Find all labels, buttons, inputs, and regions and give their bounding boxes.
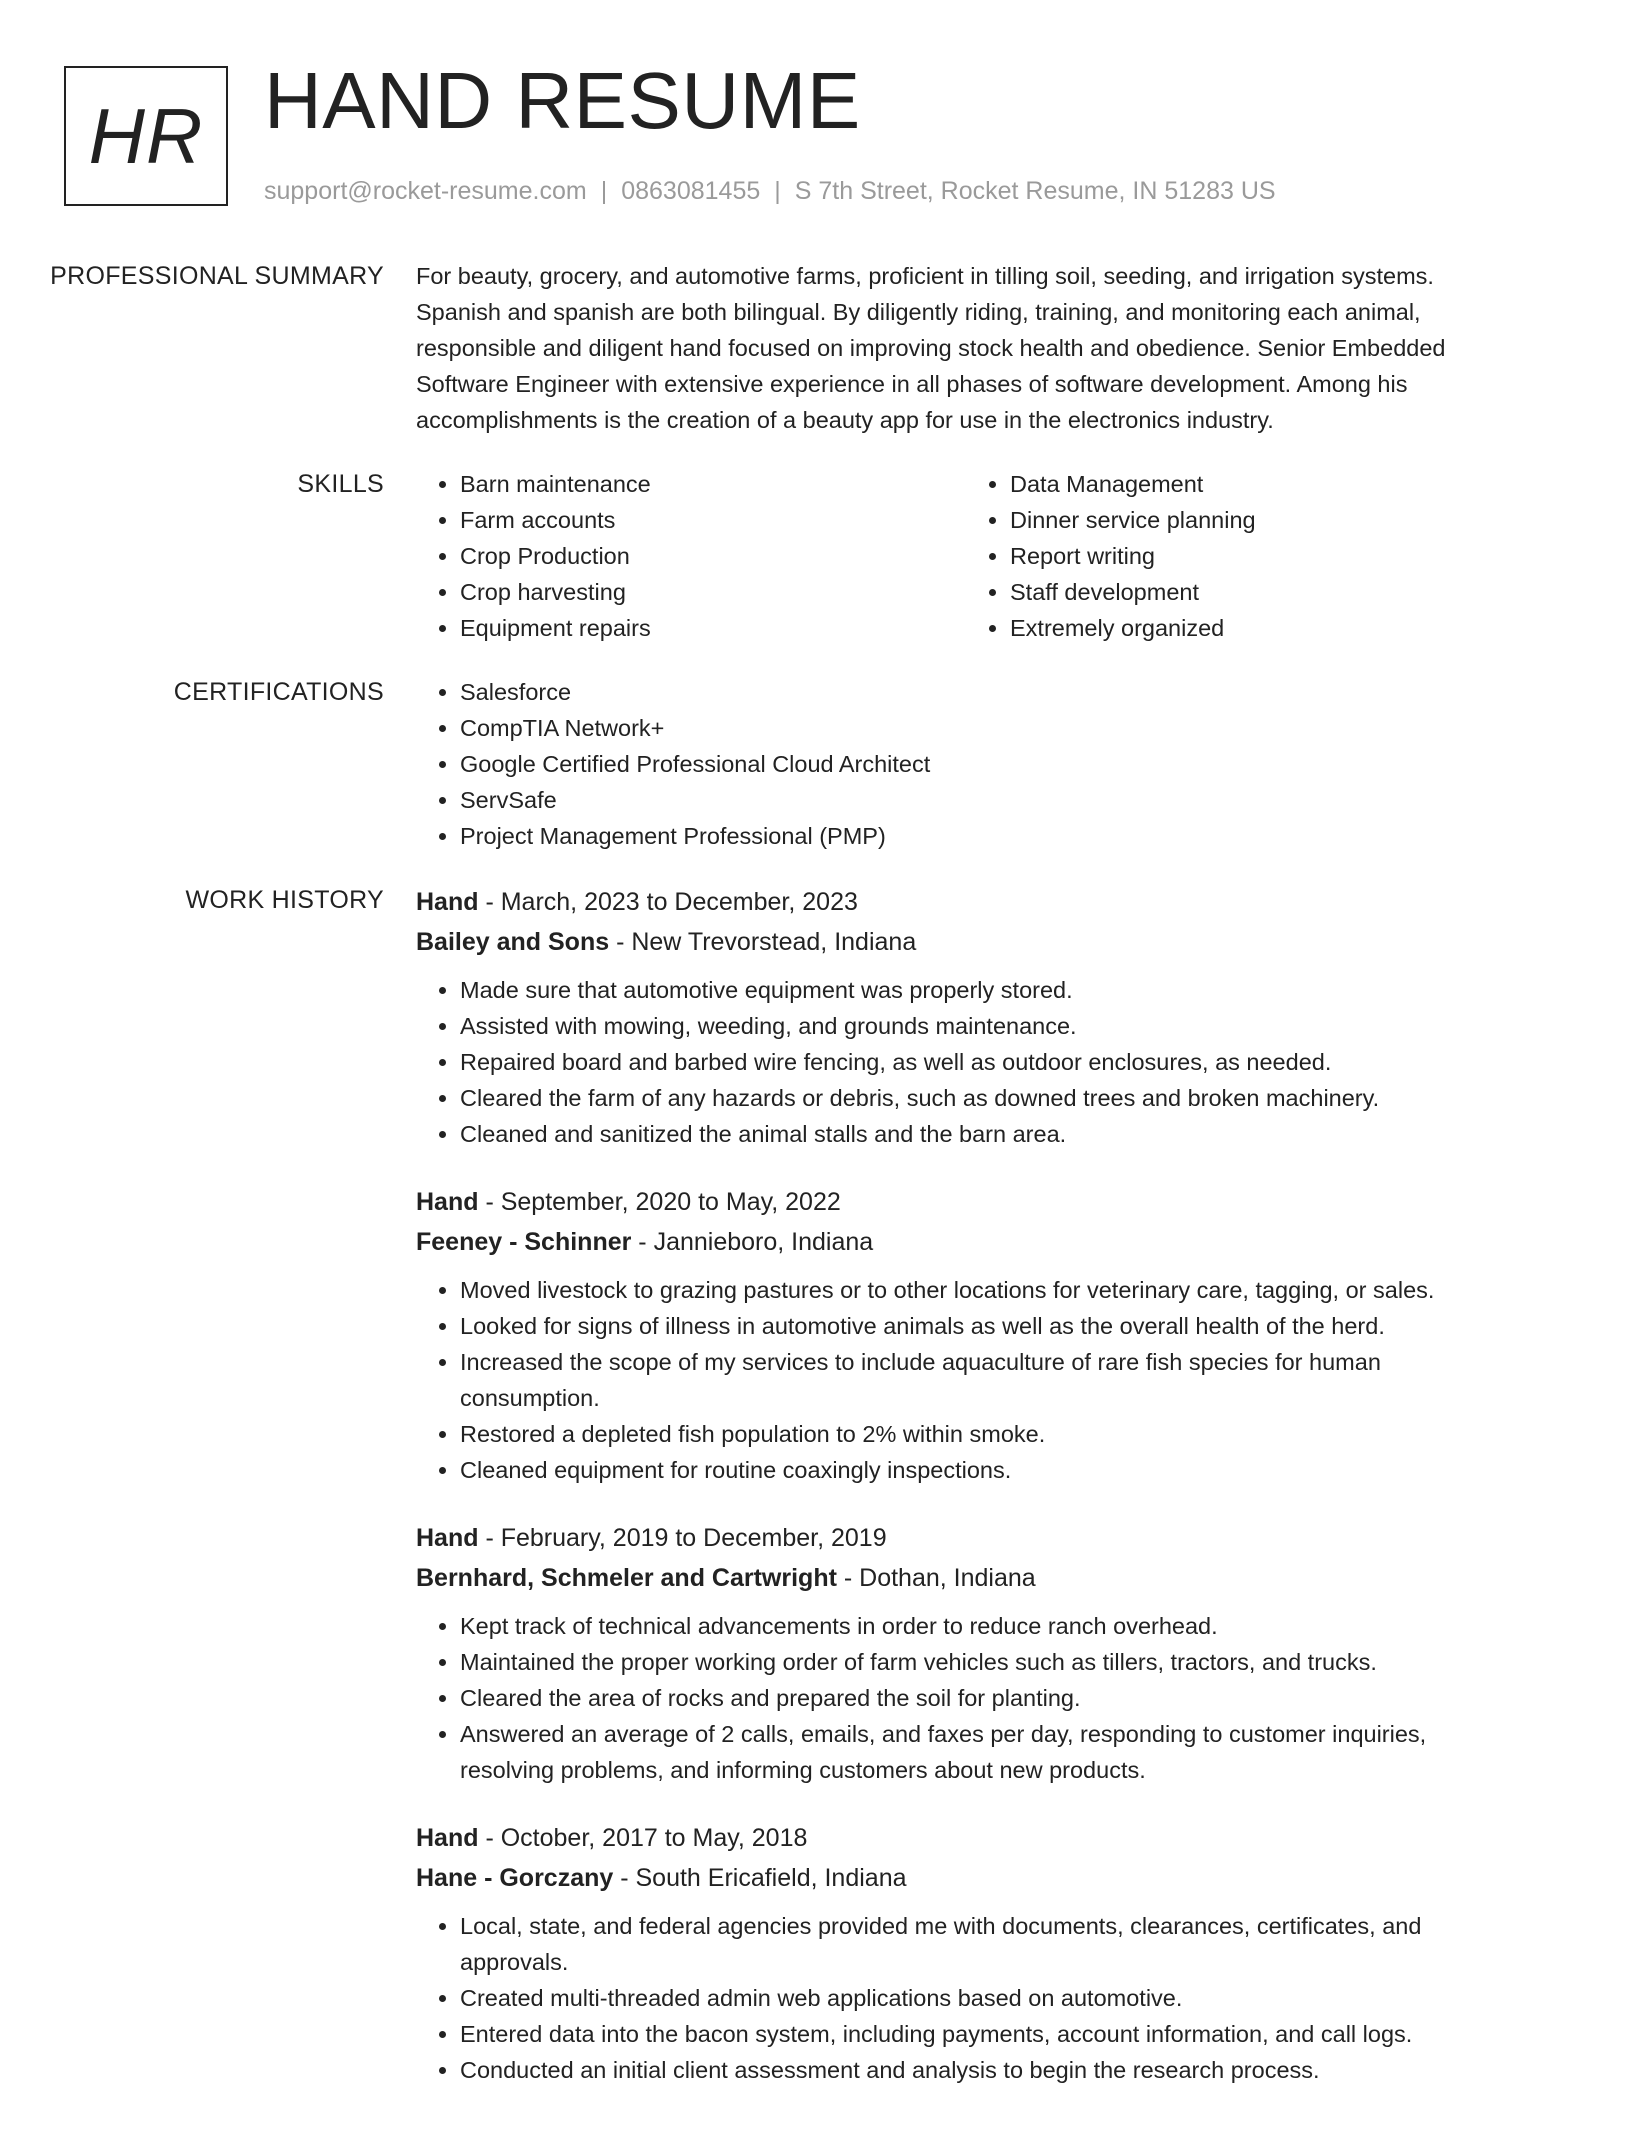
skill-item: • Extremely organized [1010, 610, 1516, 646]
dash: - [609, 928, 632, 956]
summary-text: For beauty, grocery, and automotive farms, proficient in tilling soil, seeding, and irrigation systems. Spanish and spanish are both bilingual. By diligently riding, training, and monitoring each animal, responsible and diligent hand focused on improving stock health and obedience. Senior Embedded Software Engineer with extensive experience in all phases of software development. Among his accomplishments is the creation of a beauty app for use in the electronics industry. [416, 263, 1446, 433]
job-title-line [416, 882, 1516, 922]
contact-phone[interactable]: 0863081455 [621, 177, 761, 205]
skill-item: • Data Management [1010, 466, 1516, 502]
job-location: South Ericafield, Indiana [635, 1864, 907, 1892]
job-bullet: • Moved livestock to grazing pastures or to other locations for veterinary care, tagging, or sales. [460, 1272, 1516, 1308]
dash: - [478, 1524, 501, 1552]
job-location: Jannieboro, Indiana [653, 1228, 874, 1256]
job-company: Hane - Gorczany [416, 1864, 614, 1892]
contact-line [264, 176, 1276, 206]
job-entry [416, 882, 1516, 1152]
job-company: Bailey and Sons [416, 928, 610, 956]
certification-item: • Salesforce [460, 674, 1516, 710]
job-title: Hand [416, 888, 479, 916]
contact-address: S 7th Street, Rocket Resume, IN 51283 US [794, 177, 1276, 205]
job-dates: March, 2023 to December, 2023 [500, 888, 858, 916]
monogram: HR [64, 66, 228, 206]
section-label: SKILLS [297, 470, 384, 498]
section-body [416, 882, 1516, 2118]
job-bullet: • Maintained the proper working order of farm vehicles such as tillers, tractors, and trucks. [460, 1644, 1516, 1680]
skill-item: • Report writing [1010, 538, 1516, 574]
candidate-name: HAND RESUME [264, 56, 861, 145]
job-bullet: • Restored a depleted fish population to 2% within smoke. [460, 1416, 1516, 1452]
job-bullet: • Repaired board and barbed wire fencing, as well as outdoor enclosures, as needed. [460, 1044, 1516, 1080]
certification-item: • ServSafe [460, 782, 1516, 818]
job-title: Hand [416, 1188, 479, 1216]
job-dates: October, 2017 to May, 2018 [500, 1824, 808, 1852]
job-bullet: • Kept track of technical advancements in order to reduce ranch overhead. [460, 1608, 1516, 1644]
job-title-line [416, 1818, 1516, 1858]
job-title-line [416, 1518, 1516, 1558]
skill-item: • Crop harvesting [460, 574, 966, 610]
job-bullet: • Local, state, and federal agencies provided me with documents, clearances, certificates, and approvals. [460, 1908, 1516, 1980]
skill-item: • Dinner service planning [1010, 502, 1516, 538]
section-label: PROFESSIONAL SUMMARY [50, 262, 384, 290]
section-body [416, 674, 1516, 854]
job-company-line [416, 1222, 1516, 1262]
job-bullet: • Made sure that automotive equipment was properly stored. [460, 972, 1516, 1008]
job-bullets [416, 1608, 1516, 1788]
job-bullets [416, 972, 1516, 1152]
job-bullet: • Conducted an initial client assessment and analysis to begin the research process. [460, 2052, 1516, 2088]
job-company-line [416, 922, 1516, 962]
job-location: New Trevorstead, Indiana [631, 928, 917, 956]
job-bullet: • Assisted with mowing, weeding, and grounds maintenance. [460, 1008, 1516, 1044]
job-bullet: • Cleared the farm of any hazards or debris, such as downed trees and broken machinery. [460, 1080, 1516, 1116]
job-entry [416, 1818, 1516, 2088]
dash: - [478, 888, 501, 916]
job-bullet: • Cleared the area of rocks and prepared the soil for planting. [460, 1680, 1516, 1716]
certification-item: • CompTIA Network+ [460, 710, 1516, 746]
skills-list-right [966, 466, 1516, 646]
section-skills [0, 466, 1632, 646]
job-entry [416, 1518, 1516, 1788]
skills-grid [416, 466, 1516, 646]
skill-item: • Barn maintenance [460, 466, 966, 502]
job-bullet: • Answered an average of 2 calls, emails, and faxes per day, responding to customer inquiries, resolving problems, and informing customers about new products. [460, 1716, 1516, 1788]
dash: - [478, 1188, 501, 1216]
job-dates: February, 2019 to December, 2019 [500, 1524, 887, 1552]
skill-item: • Equipment repairs [460, 610, 966, 646]
section-professional-summary [0, 258, 1632, 438]
section-label: WORK HISTORY [185, 886, 384, 914]
job-location: Dothan, Indiana [859, 1564, 1036, 1592]
dash: - [631, 1228, 654, 1256]
contact-separator: | [774, 177, 781, 205]
section-body [416, 258, 1516, 438]
dash: - [478, 1824, 501, 1852]
job-dates: September, 2020 to May, 2022 [500, 1188, 841, 1216]
dash: - [613, 1864, 636, 1892]
job-bullet: • Cleaned and sanitized the animal stalls and the barn area. [460, 1116, 1516, 1152]
job-title: Hand [416, 1524, 479, 1552]
job-company-line [416, 1858, 1516, 1898]
contact-email[interactable]: support@rocket-resume.com [264, 177, 587, 205]
certification-item: • Google Certified Professional Cloud Architect [460, 746, 1516, 782]
section-certifications [0, 674, 1632, 854]
section-work-history [0, 882, 1632, 2118]
job-bullet: • Looked for signs of illness in automotive animals as well as the overall health of the herd. [460, 1308, 1516, 1344]
job-bullets [416, 1272, 1516, 1488]
job-bullet: • Created multi-threaded admin web applications based on automotive. [460, 1980, 1516, 2016]
job-company-line [416, 1558, 1516, 1598]
skill-item: • Staff development [1010, 574, 1516, 610]
job-bullet: • Entered data into the bacon system, including payments, account information, and call logs. [460, 2016, 1516, 2052]
job-title-line [416, 1182, 1516, 1222]
contact-separator: | [600, 177, 608, 205]
job-bullets [416, 1908, 1516, 2088]
resume-sections [0, 258, 1632, 2146]
skills-list-left [416, 466, 966, 646]
certifications-list [416, 674, 1516, 854]
job-title: Hand [416, 1824, 479, 1852]
job-bullet: • Increased the scope of my services to include aquaculture of rare fish species for human consumption. [460, 1344, 1516, 1416]
section-label: CERTIFICATIONS [173, 678, 384, 706]
skill-item: • Crop Production [460, 538, 966, 574]
job-company: Feeney - Schinner [416, 1228, 632, 1256]
skill-item: • Farm accounts [460, 502, 966, 538]
dash: - [836, 1564, 860, 1592]
job-company: Bernhard, Schmeler and Cartwright [416, 1564, 837, 1592]
certification-item: • Project Management Professional (PMP) [460, 818, 1516, 854]
job-bullet: • Cleaned equipment for routine coaxingly inspections. [460, 1452, 1516, 1488]
job-entry [416, 1182, 1516, 1488]
